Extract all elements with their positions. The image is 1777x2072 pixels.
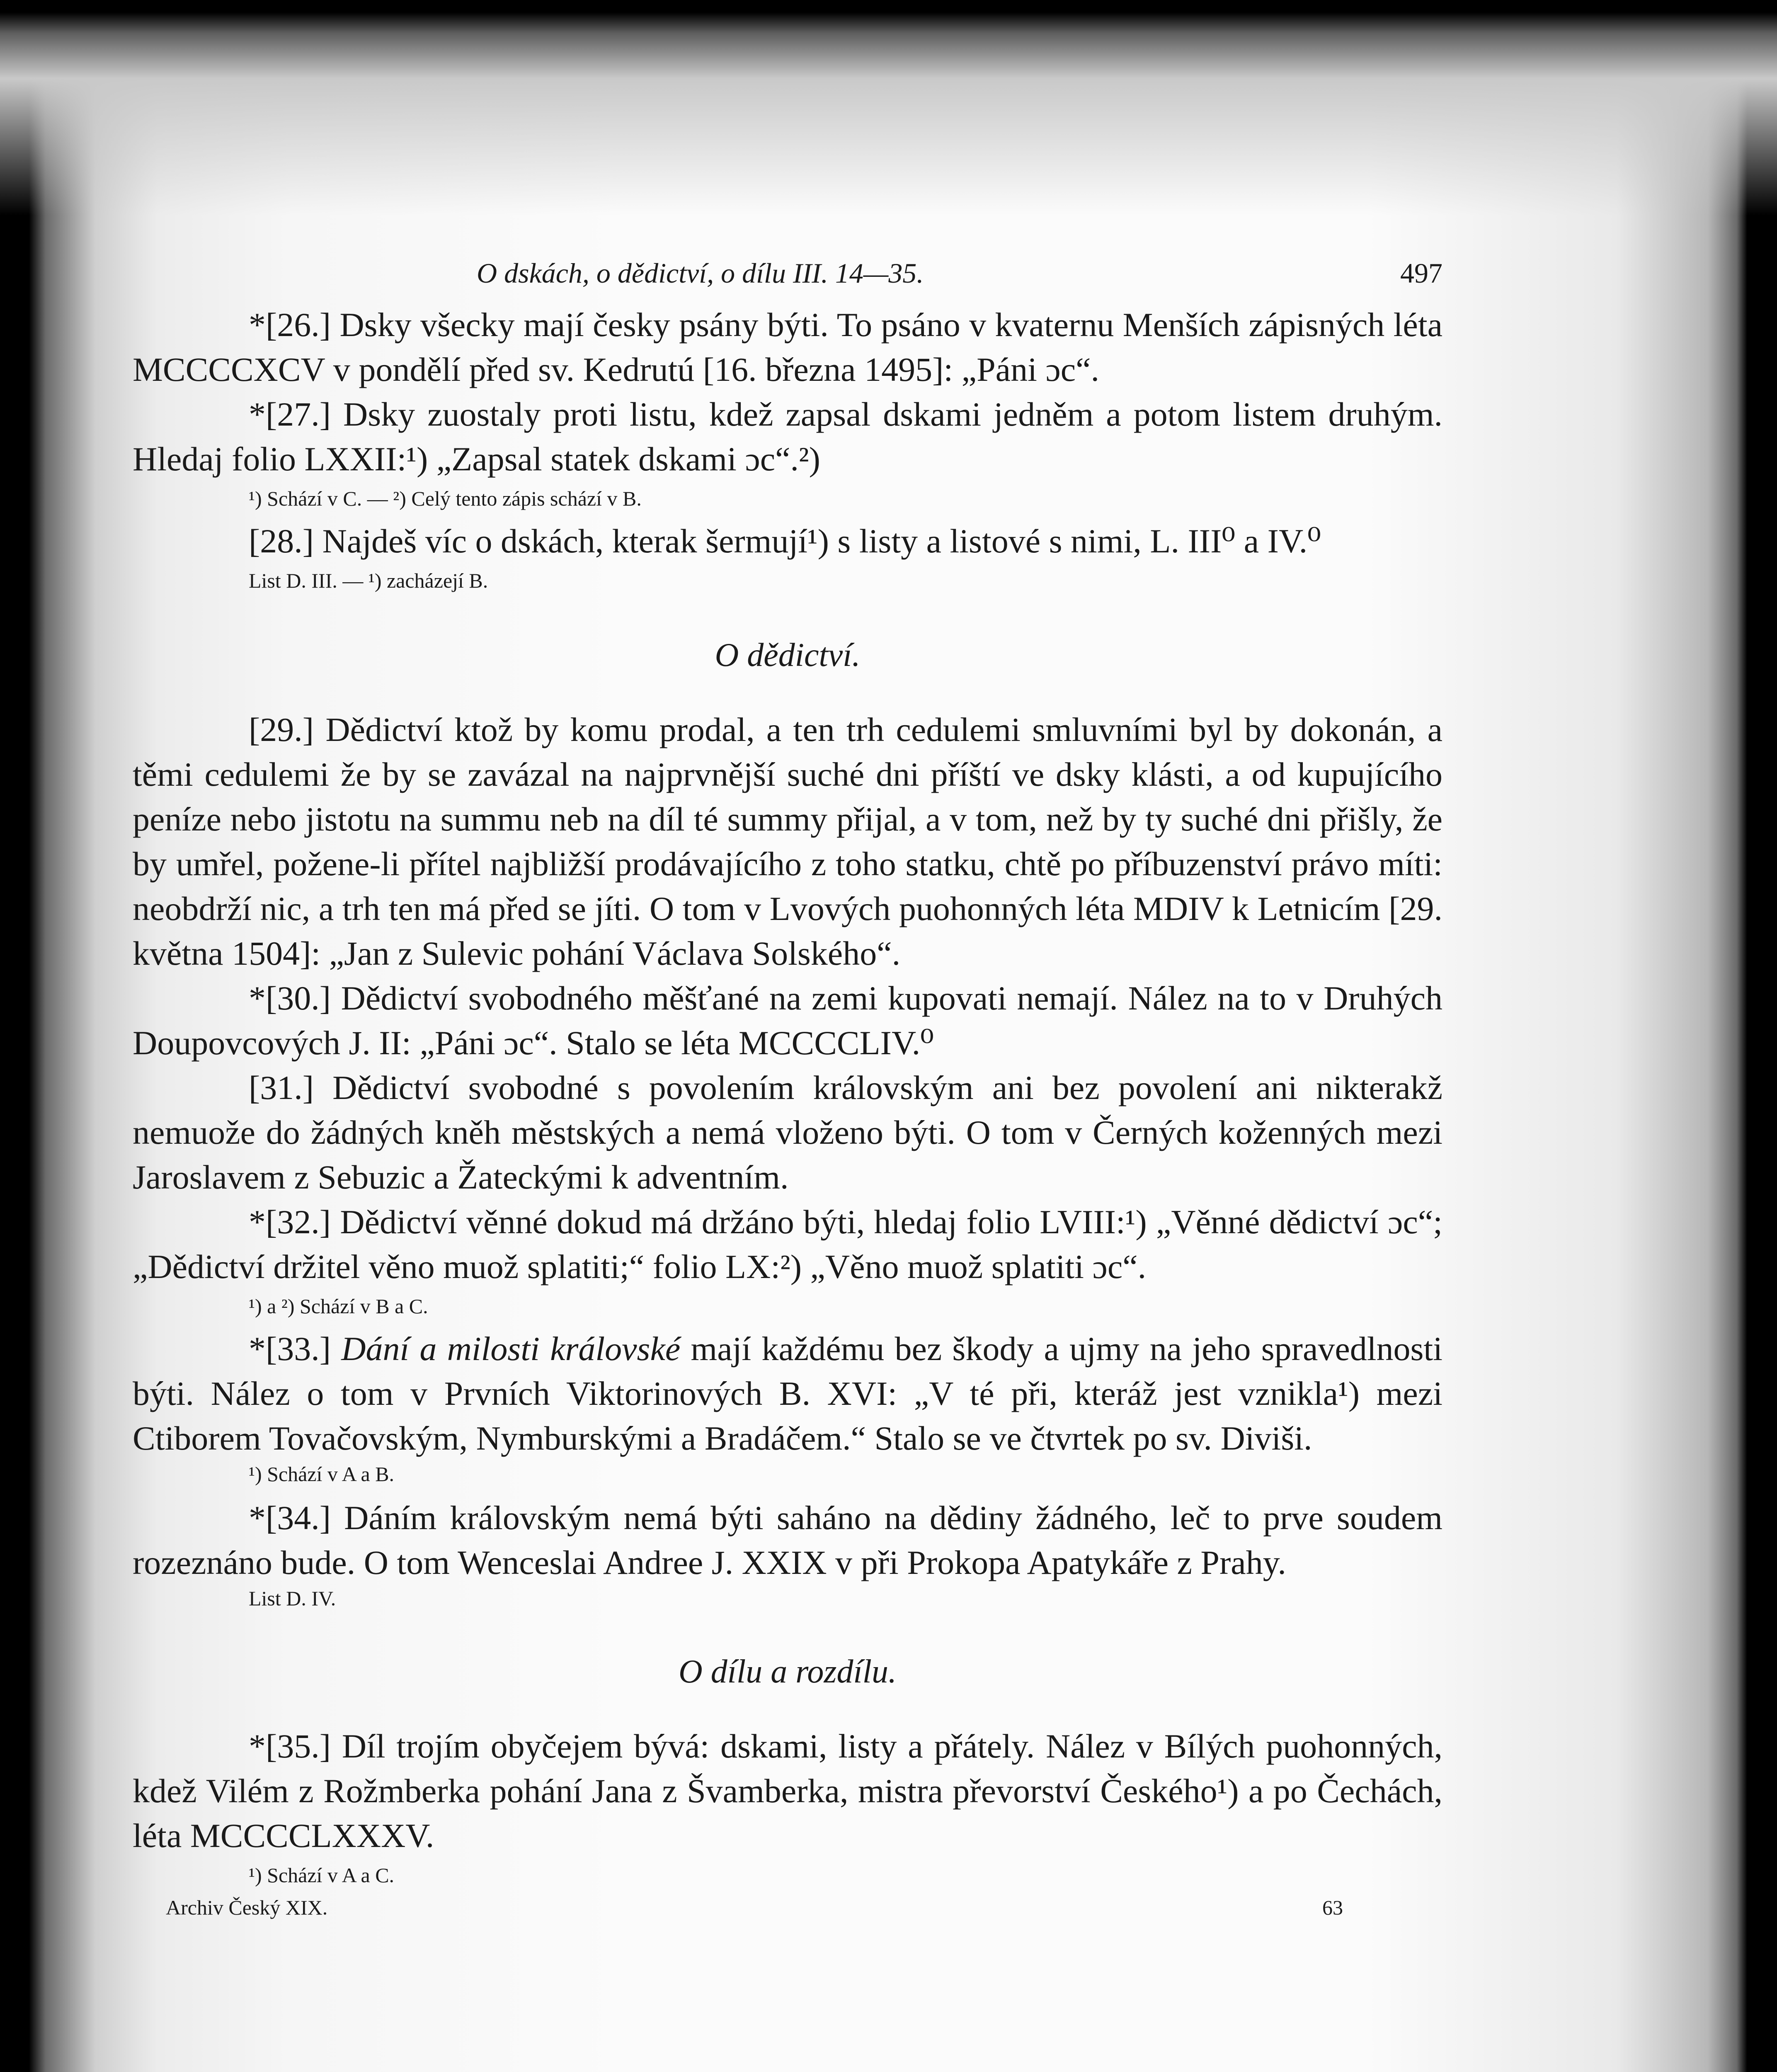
section-title-dilu: O dílu a rozdílu. [679,1653,897,1690]
page-footer [133,1895,1442,1929]
paragraph-28: [28.] Najdeš víc o dskách, kterak šermují¹) s listy a listové s nimi, L. III⁰ a IV.⁰ [249,522,1321,560]
paragraph-31: [31.] Dědictví svobodné s povolením královským ani bez povolení ani nikterakž nemuože do žádných kněh městských a nemá vloženo býti. O tom v Černých koženných mezi Jaroslavem z Sebuzic a Žateckými k adventním. [133,1069,1442,1196]
paragraph-33 [133,1326,1442,1461]
paragraph-27: *[27.] Dsky zuostaly proti listu, kdež zapsal dskami jedněm a potom listem druhým. Hledaj folio LXXII:¹) „Zapsal statek dskami ɔc“.²) [133,395,1442,478]
paragraph-30: *[30.] Dědictví svobodného měšťané na zemi kupovati nemají. Nález na to v Druhých Doupovcových J. II: „Páni ɔc“. Stalo se léta MCCCCLIV.⁰ [133,979,1442,1062]
page-header [133,249,1442,303]
footnote-32: ¹) a ²) Schází v B a C. [249,1295,428,1318]
running-title: O dskách, o dědictví, o dílu III. 14—35. [477,257,924,289]
signature-right: 63 [1322,1896,1343,1919]
paragraph-33-start: *[33.] [249,1330,342,1368]
paragraph-33-rest: mají každému bez škody a ujmy na jeho spravedlnosti býti. Nález o tom v Prvních Viktorinových B. XVI: „V té při, kteráž jest vznikla¹) mezi Ctiborem Tovačovským, Nymburskými a Bradáčem.“ Stalo se ve čtvrtek po sv. Diviši. [133,1330,1442,1457]
footnote-33: ¹) Schází v A a B. [249,1462,395,1486]
footnote-27: ¹) Schází v C. — ²) Celý tento zápis schází v B. [249,487,642,510]
scan-top-shadow [0,0,1777,215]
page-body [133,249,1442,1929]
paragraph-29: [29.] Dědictví ktož by komu prodal, a ten trh cedulemi smluvními byl by dokonán, a těmi cedulemi že by se zavázal na najprvnější suché dni příští ve dsky klásti, a od kupujícího peníze nebo jistotu na summu neb na díl té summy přijal, a v tom, než by ty suché dni přišly, že by umřel, požene-li přítel najbližší prodávajícího z toho statku, chtě po příbuzenství právo míti: neobdrží nic, a trh ten má před se jíti. O tom v Lvových puohonných léta MDIV k Letnicím [29. května 1504]: „Jan z Sulevic pohání Václava Solského“. [133,711,1442,972]
paragraph-33-italic: Dání a milosti královské [341,1330,681,1368]
paragraph-32: *[32.] Dědictví věnné dokud má držáno býti, hledaj folio LVIII:¹) „Věnné dědictví ɔc“; „Dědictví držitel věno muož splatiti;“ folio LX:²) „Věno muož splatiti ɔc“. [133,1203,1442,1285]
sheet-note-d-iv: List D. IV. [249,1587,336,1610]
footnote-35: ¹) Schází v A a C. [249,1864,395,1887]
footnote-28: List D. III. — ¹) zacházejí B. [249,569,488,592]
signature-left: Archiv Český XIX. [166,1896,328,1919]
paragraph-34: *[34.] Dáním královským nemá býti saháno na dědiny žádného, leč to prve soudem rozeznáno bude. O tom Wenceslai Andree J. XXIX v při Prokopa Apatykáře z Prahy. [133,1499,1442,1581]
page-number: 497 [1400,257,1442,289]
paragraph-35: *[35.] Díl trojím obyčejem bývá: dskami, listy a přátely. Nález v Bílých puohonných, kdež Vilém z Rožmberka pohání Jana z Švamberka, mistra převorství Českého¹) a po Čechách, léta MCCCCLXXXV. [133,1727,1442,1854]
paragraph-26: *[26.] Dsky všecky mají česky psány býti. To psáno v kvaternu Menších zápisných léta MCCCCXCV v pondělí před sv. Kedrutú [16. března 1495]: „Páni ɔc“. [133,306,1442,388]
section-title-dedictvi: O dědictví. [715,637,861,673]
